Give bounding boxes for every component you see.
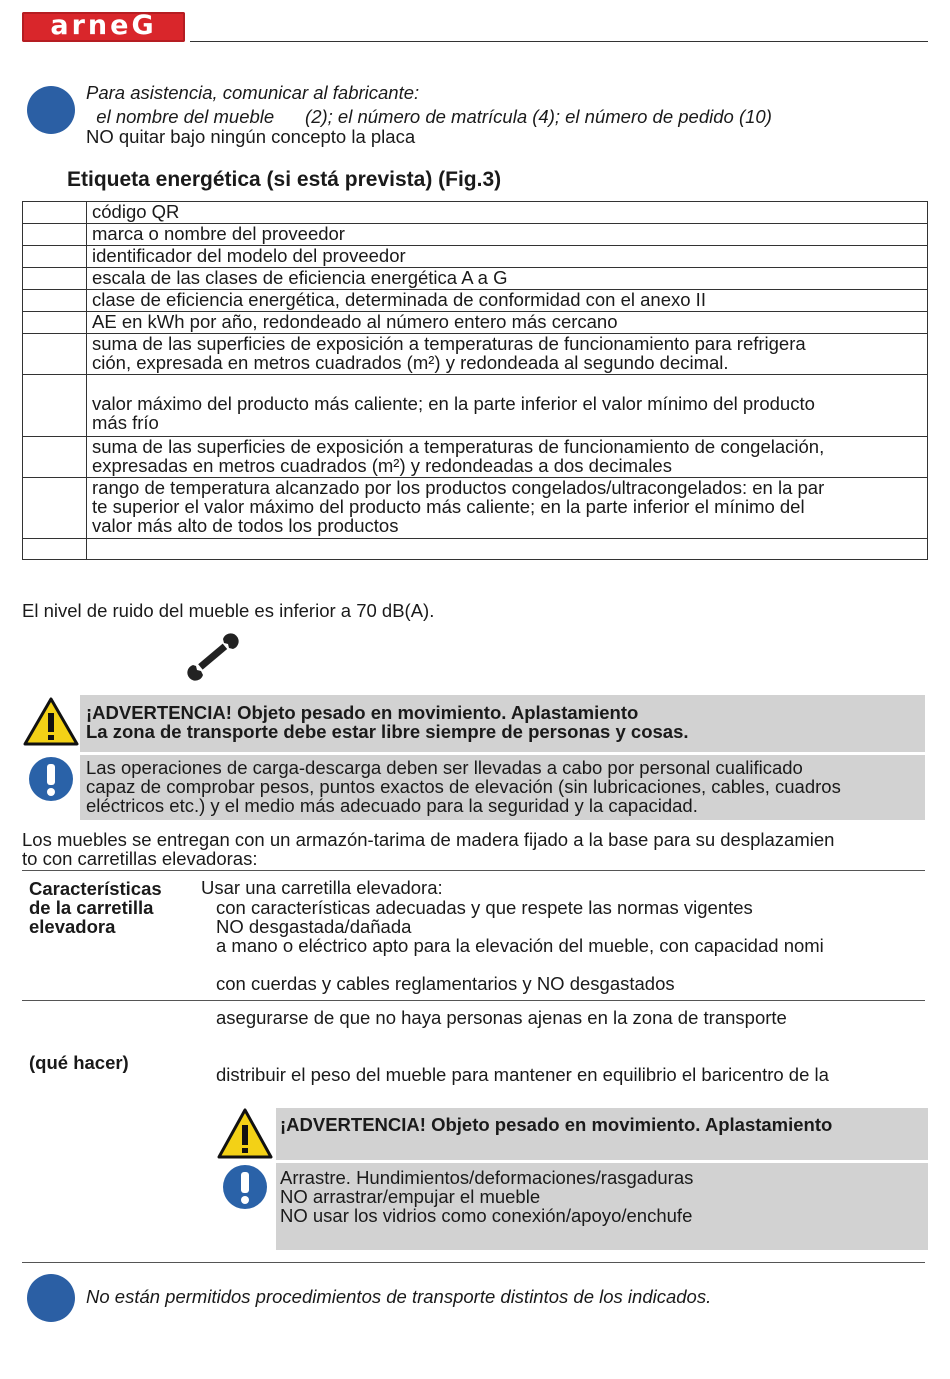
exclamation-circle-icon xyxy=(28,756,74,802)
whattodo-item: distribuir el peso del mueble para mantener en equilibrio el baricentro de la xyxy=(216,1064,829,1085)
whattodo-label: (qué hacer) xyxy=(29,1052,129,1073)
delivery-text: Los muebles se entregan con un armazón-tarima de madera fijado a la base para su desplazamien to con carretillas elevadoras: xyxy=(22,829,835,869)
table-row: suma de las superficies de exposición a temperaturas de funcionamiento para refrigera ción, expresada en metros cuadrados (m²) y redondeada al segundo decimal. xyxy=(23,334,928,375)
whattodo-item: asegurarse de que no haya personas ajenas en la zona de transporte xyxy=(216,1007,787,1028)
table-row: clase de eficiencia energética, determinada de conformidad con el anexo II xyxy=(23,290,928,312)
note-dot-icon xyxy=(27,86,75,134)
assist-line-1: Para asistencia, comunicar al fabricante: xyxy=(86,82,420,103)
arneg-logo: arneG xyxy=(22,12,185,42)
forklift-item: con cuerdas y cables reglamentarios y NO desgastados xyxy=(216,973,675,994)
section-rule xyxy=(22,1262,925,1263)
table-row: marca o nombre del proveedor xyxy=(23,224,928,246)
forklift-item: con características adecuadas y que respete las normas vigentes xyxy=(216,897,753,918)
forklift-intro: Usar una carretilla elevadora: xyxy=(201,877,443,898)
table-row: código QR xyxy=(23,202,928,224)
forklift-label: Características de la carretilla elevadora xyxy=(29,878,162,937)
table-row xyxy=(23,539,928,560)
energy-label-table xyxy=(22,201,928,560)
table-row: identificador del modelo del proveedor xyxy=(23,246,928,268)
footer-note: No están permitidos procedimientos de transporte distintos de los indicados. xyxy=(86,1286,712,1307)
forklift-item: a mano o eléctrico apto para la elevación del mueble, con capacidad nomi xyxy=(216,935,824,956)
table-row: AE en kWh por año, redondeado al número entero más cercano xyxy=(23,312,928,334)
table-row: rango de temperatura alcanzado por los productos congelados/ultracongelados: en la par te superior el valor máximo del producto más caliente; en la parte inferior el mínimo del valor más alto de todos los productos xyxy=(23,478,928,539)
info-text: Arrastre. Hundimientos/deformaciones/rasgaduras NO arrastrar/empujar el mueble NO usar los vidrios como conexión/apoyo/enchufe xyxy=(280,1167,694,1226)
warning-title: ¡ADVERTENCIA! Objeto pesado en movimiento. Aplastamiento xyxy=(86,702,639,723)
exclamation-circle-icon xyxy=(222,1164,268,1210)
note-dot-icon xyxy=(27,1274,75,1322)
table-row: valor máximo del producto más caliente; en la parte inferior el valor mínimo del producto más frío xyxy=(23,375,928,437)
warning-triangle-icon xyxy=(217,1108,273,1160)
table-row: suma de las superficies de exposición a temperaturas de funcionamiento de congelación, expresadas en metros cuadrados (m²) y redondeadas a dos decimales xyxy=(23,437,928,478)
noise-text: El nivel de ruido del mueble es inferior a 70 dB(A). xyxy=(22,600,435,621)
section-rule xyxy=(22,1000,925,1001)
assist-line-2: el nombre del mueble (2); el número de matrícula (4); el número de pedido (10) xyxy=(86,106,772,127)
assist-line-3: NO quitar bajo ningún concepto la placa xyxy=(86,126,416,147)
wrench-icon xyxy=(187,633,239,681)
warning-title: ¡ADVERTENCIA! Objeto pesado en movimiento. Aplastamiento xyxy=(280,1114,833,1135)
section-rule xyxy=(22,870,925,871)
energy-heading: Etiqueta energética (si está prevista) (Fig.3) xyxy=(67,168,502,191)
header-rule xyxy=(190,41,928,42)
forklift-item: NO desgastada/dañada xyxy=(216,916,412,937)
info-text: Las operaciones de carga-descarga deben ser llevadas a cabo por personal cualificado capaz de comprobar pesos, puntos exactos de elevación (sin lubricaciones, cables, cuadros eléctricos etc.) y el medio más adecuado para la seguridad y la capacidad. xyxy=(86,757,841,816)
warning-triangle-icon xyxy=(23,697,79,747)
warning-subtitle: La zona de transporte debe estar libre siempre de personas y cosas. xyxy=(86,721,689,742)
table-row: escala de las clases de eficiencia energética A a G xyxy=(23,268,928,290)
